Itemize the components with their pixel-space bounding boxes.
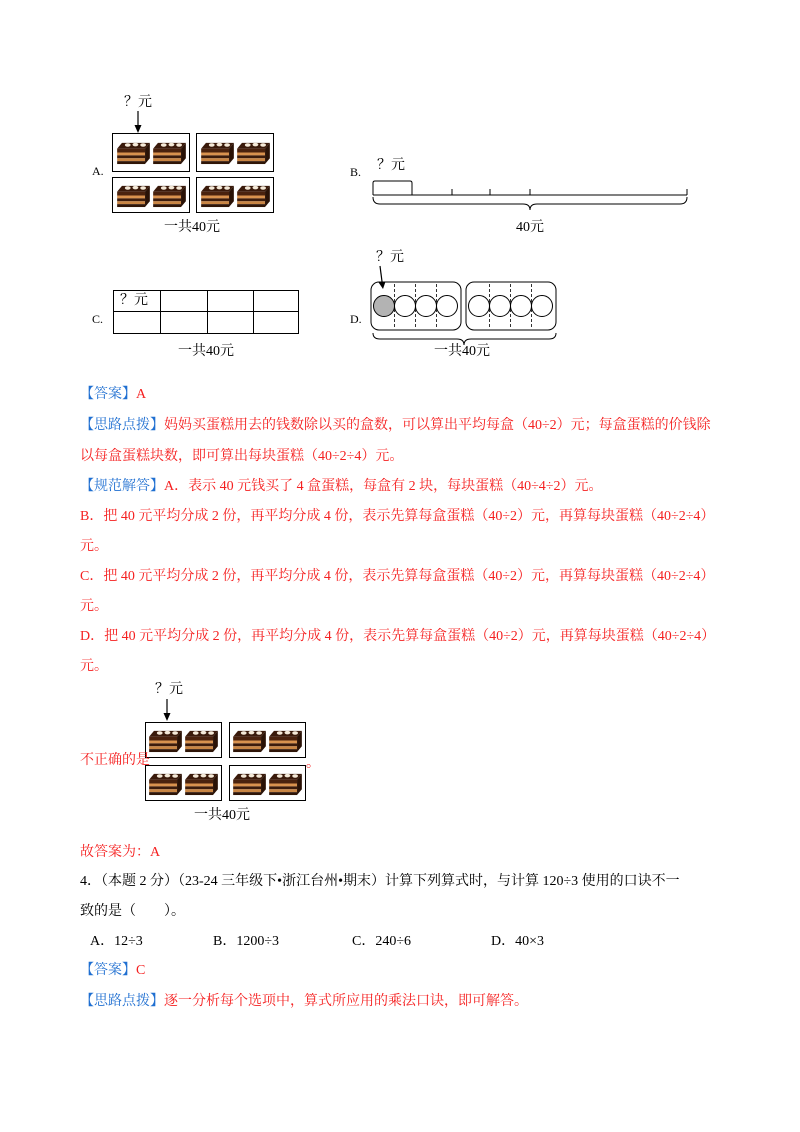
q4-option-a <box>90 932 143 952</box>
cake-icon <box>200 140 235 165</box>
question-text: 致的是（ ）。 <box>80 904 185 919</box>
answer-value: A <box>136 387 147 402</box>
answer-line <box>80 961 145 981</box>
line-segment-diagram <box>365 172 695 216</box>
cake-box <box>196 133 274 172</box>
solution-text: C．把 40 元平均分成 2 份，再平均分成 4 份，表示先算每盒蛋糕（40÷2）元，再算每块蛋糕（40÷2÷4） <box>80 569 715 584</box>
option-a-price-label: ？元 <box>124 95 152 110</box>
circle <box>469 296 490 317</box>
answer-value: C <box>136 963 146 978</box>
table-cell <box>254 312 299 334</box>
hint-text: 以每盒蛋糕块数，即可算出每块蛋糕（40÷2÷4）元。 <box>80 449 404 464</box>
circle <box>416 296 437 317</box>
hint-line <box>80 992 528 1012</box>
solution-text: 元。 <box>80 599 108 614</box>
cake-icon <box>232 771 267 796</box>
q4-option-b <box>213 932 279 952</box>
incorrect-suffix: 。 <box>306 756 320 771</box>
solution-text: D．把 40 元平均分成 2 份，再平均分成 4 份，表示先算每盒蛋糕（40÷2）元，再算每块蛋糕（40÷2÷4） <box>80 629 716 644</box>
hint-tag: 【思路点拨】 <box>80 994 164 1009</box>
figure-total-label: 一共40元 <box>194 808 250 823</box>
solution-text: 元。 <box>80 539 108 554</box>
option-d-price-label: ？元 <box>376 250 404 265</box>
circle <box>511 296 532 317</box>
option-expression: 240÷6 <box>375 934 412 949</box>
option-expression: 12÷3 <box>114 934 143 949</box>
cake-icon <box>148 728 183 753</box>
cake-box <box>112 133 190 172</box>
option-b-letter: B. <box>350 165 362 179</box>
option-letter: B． <box>213 934 237 949</box>
figure-price-label: ？元 <box>155 682 183 697</box>
cake-box <box>145 765 222 801</box>
hint-tag: 【思路点拨】 <box>80 418 164 433</box>
table-cell <box>161 312 208 334</box>
option-b-price-label: ？元 <box>377 158 405 173</box>
cake-box <box>229 722 306 758</box>
arrow-down-icon <box>159 698 175 722</box>
segment-bracket <box>373 181 412 195</box>
cake-icon <box>268 771 303 796</box>
solution-line <box>80 477 602 497</box>
answer-tag: 【答案】 <box>80 963 136 978</box>
arrow-head <box>379 282 386 289</box>
table-cell <box>161 291 208 312</box>
solution-text: 元。 <box>80 659 108 674</box>
cake-icon <box>184 728 219 753</box>
q4-option-d <box>491 932 544 952</box>
cake-icon <box>232 728 267 753</box>
option-c-letter: C. <box>92 312 104 326</box>
total-brace <box>373 197 687 210</box>
cake-icon <box>268 728 303 753</box>
arrow-down-icon <box>130 110 146 134</box>
option-letter: C． <box>352 934 376 949</box>
option-letter: A． <box>90 934 115 949</box>
cake-icon <box>148 771 183 796</box>
option-a-total-label: 一共40元 <box>164 220 220 235</box>
option-c-total-label: 一共40元 <box>178 344 234 359</box>
table-cell <box>114 312 161 334</box>
option-letter: D． <box>491 934 516 949</box>
q4-option-c <box>352 932 411 952</box>
cake-icon <box>184 771 219 796</box>
cake-box <box>229 765 306 801</box>
circle <box>395 296 416 317</box>
answer-tag: 【答案】 <box>80 387 136 402</box>
table-cell <box>208 291 254 312</box>
option-c-price-label: ？元 <box>120 293 148 308</box>
cake-box <box>112 177 190 213</box>
incorrect-prefix: 不正确的是 <box>80 753 150 768</box>
option-b-total-label: 40元 <box>516 220 544 235</box>
arrow-down-icon <box>380 266 382 283</box>
option-c-table <box>113 290 299 334</box>
cake-icon <box>236 140 271 165</box>
cake-icon <box>116 140 151 165</box>
cake-icon <box>152 183 187 208</box>
option-expression: 1200÷3 <box>236 934 280 949</box>
hint-text: 妈妈买蛋糕用去的钱数除以买的盒数，可以算出平均每盒（40÷2）元；每盒蛋糕的价钱除 <box>164 418 711 433</box>
circle <box>490 296 511 317</box>
cake-box <box>145 722 222 758</box>
hint-line <box>80 416 711 436</box>
shaded-circle <box>374 296 395 317</box>
table-cell <box>254 291 299 312</box>
option-expression: 40×3 <box>515 934 545 949</box>
hint-text: 逐一分析每个选项中，算式所应用的乘法口诀，即可解答。 <box>164 994 528 1009</box>
question-text: 4．（本题 2 分）（23-24 三年级下•浙江台州•期末）计算下列算式时，与计算 120÷3 使用的口诀不一 <box>80 874 680 889</box>
option-d-total-label: 一共40元 <box>434 344 490 359</box>
option-a-letter: A. <box>92 164 104 178</box>
cake-icon <box>152 140 187 165</box>
conclusion: 故答案为：A <box>80 845 161 860</box>
table-cell <box>114 291 161 312</box>
option-d-letter: D. <box>350 312 362 326</box>
cake-icon <box>236 183 271 208</box>
circle-groups-diagram <box>365 262 565 348</box>
table-cell <box>208 312 254 334</box>
answer-line <box>80 385 146 405</box>
solution-tag: 【规范解答】 <box>80 479 164 494</box>
cake-icon <box>116 183 151 208</box>
solution-text: A．表示 40 元钱买了 4 盒蛋糕，每盒有 2 块，每块蛋糕（40÷4÷2）元。 <box>164 479 603 494</box>
cake-icon <box>200 183 235 208</box>
circle <box>437 296 458 317</box>
cake-box <box>196 177 274 213</box>
solution-text: B．把 40 元平均分成 2 份，再平均分成 4 份，表示先算每盒蛋糕（40÷2）元，再算每块蛋糕（40÷2÷4） <box>80 509 715 524</box>
circle <box>532 296 553 317</box>
